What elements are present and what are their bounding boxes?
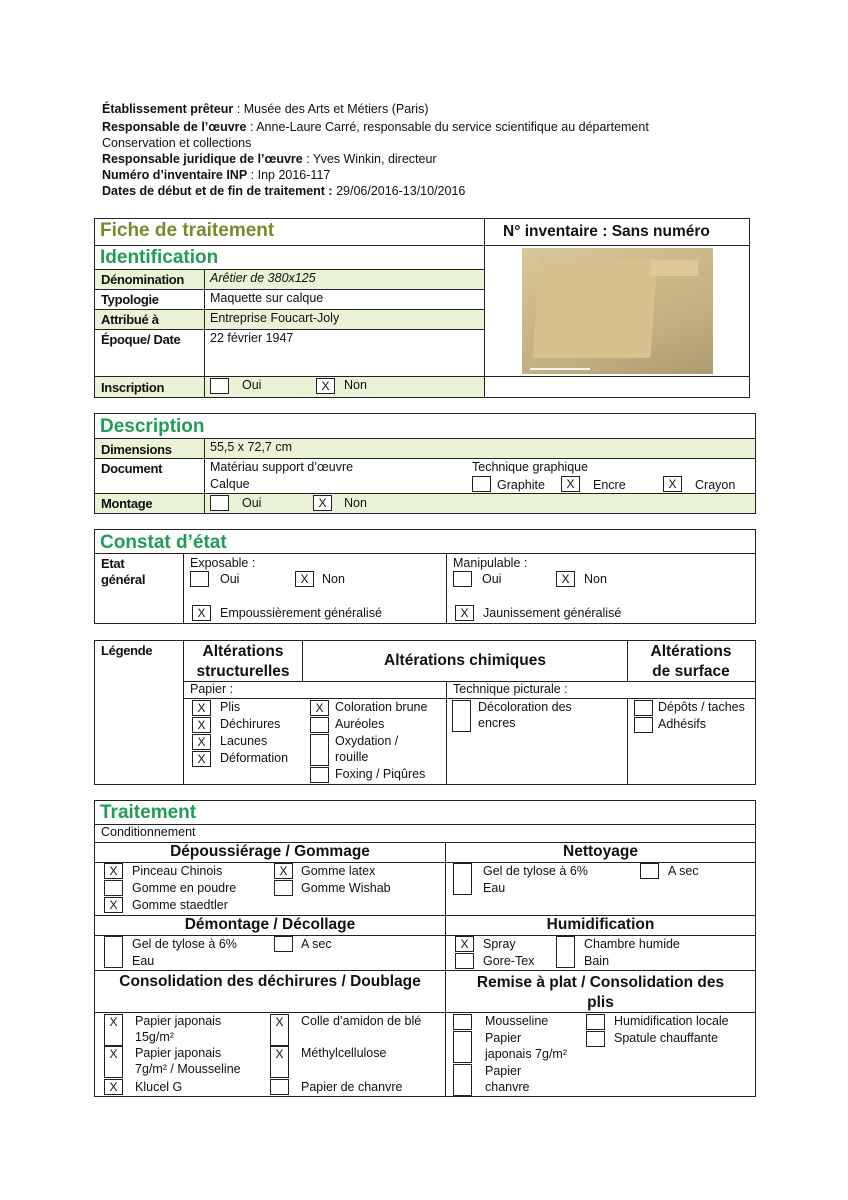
humidification-header: Humidification bbox=[546, 916, 655, 933]
divider bbox=[94, 289, 484, 290]
alterations-structurelles-header bbox=[184, 642, 302, 682]
montage-non-checkbox[interactable]: X bbox=[313, 495, 332, 511]
etat-label: Etat bbox=[101, 556, 125, 571]
typologie-value: Maquette sur calque bbox=[210, 291, 324, 305]
divider bbox=[446, 681, 447, 785]
gomme-wishab-label: Gomme Wishab bbox=[301, 881, 391, 895]
nettoyage-asec-checkbox[interactable] bbox=[640, 863, 659, 879]
aureoles-label: Auréoles bbox=[335, 717, 385, 731]
demontage-asec-label: A sec bbox=[301, 937, 332, 951]
struct-line-1: Altérations bbox=[202, 643, 284, 660]
alterations-surface-header bbox=[628, 642, 754, 682]
plis-checkbox[interactable]: X bbox=[192, 700, 211, 716]
attribue-value: Entreprise Foucart-Joly bbox=[210, 311, 340, 325]
inscription-oui-checkbox[interactable] bbox=[210, 378, 229, 394]
responsible-line-2: Conservation et collections bbox=[102, 136, 252, 150]
decoloration-label-2: encres bbox=[478, 716, 516, 730]
divider bbox=[627, 698, 628, 785]
inp-line: Numéro d’inventaire INP : Inp 2016-117 bbox=[102, 168, 331, 182]
coloration-checkbox[interactable]: X bbox=[310, 700, 329, 716]
epoque-value: 22 février 1947 bbox=[210, 331, 294, 345]
methyl-checkbox[interactable]: X bbox=[270, 1046, 289, 1078]
exposable-non-label: Non bbox=[322, 572, 345, 586]
chambre-checkbox[interactable] bbox=[556, 936, 575, 968]
spray-checkbox[interactable]: X bbox=[455, 936, 474, 952]
manipulable-non-label: Non bbox=[584, 572, 607, 586]
decoloration-label-1: Décoloration des bbox=[478, 700, 572, 714]
gomme-latex-label: Gomme latex bbox=[301, 864, 376, 878]
plis-label: Plis bbox=[220, 700, 241, 714]
general-label: général bbox=[101, 572, 146, 587]
inscription-oui-label: Oui bbox=[242, 378, 262, 392]
gomme-poudre-label: Gomme en poudre bbox=[132, 881, 237, 895]
manipulable-non-checkbox[interactable]: X bbox=[556, 571, 575, 587]
crayon-checkbox[interactable]: X bbox=[663, 476, 682, 492]
remise-line-1: Remise à plat / Consolidation des bbox=[476, 974, 725, 991]
denomination-value: Arêtier de 380x125 bbox=[210, 271, 316, 285]
lender-line: Établissement prêteur : Musée des Arts et Métiers (Paris) bbox=[102, 102, 429, 116]
humid-locale-checkbox[interactable] bbox=[586, 1014, 605, 1030]
remise-papier-jap-label-1: Papier bbox=[485, 1031, 522, 1045]
denomination-label: Dénomination bbox=[101, 272, 185, 287]
papier-jap-15-checkbox[interactable]: X bbox=[104, 1014, 123, 1046]
spatule-checkbox[interactable] bbox=[586, 1031, 605, 1047]
deformation-checkbox[interactable]: X bbox=[192, 751, 211, 767]
adhesifs-checkbox[interactable] bbox=[634, 717, 653, 733]
papier-jap-15-label-1: Papier japonais bbox=[135, 1014, 222, 1028]
deformation-label: Déformation bbox=[220, 751, 289, 765]
crayon-label: Crayon bbox=[695, 478, 736, 492]
gomme-staedtler-label: Gomme staedtler bbox=[132, 898, 228, 912]
oxydation-checkbox[interactable] bbox=[310, 734, 329, 766]
montage-oui-checkbox[interactable] bbox=[210, 495, 229, 511]
remise-papier-chanvre-label-1: Papier bbox=[485, 1064, 522, 1078]
legende-label: Légende bbox=[101, 643, 153, 658]
manipulable-label: Manipulable : bbox=[453, 556, 528, 570]
divider bbox=[204, 269, 205, 398]
support-label: Matériau support d’œuvre bbox=[210, 460, 354, 474]
spatule-label: Spatule chauffante bbox=[614, 1031, 719, 1045]
photo-scale bbox=[530, 368, 590, 370]
dates-line: Dates de début et de fin de traitement : 29/06/2016-13/10/2016 bbox=[102, 184, 466, 198]
depots-label: Dépôts / taches bbox=[658, 700, 745, 714]
conditionnement-label: Conditionnement bbox=[101, 825, 196, 839]
decoloration-checkbox[interactable] bbox=[452, 700, 471, 732]
montage-label: Montage bbox=[101, 496, 153, 511]
spray-label: Spray bbox=[483, 937, 516, 951]
exposable-oui-label: Oui bbox=[220, 572, 240, 586]
methyl-label: Méthylcellulose bbox=[301, 1046, 387, 1060]
oxydation-label: Oxydation / bbox=[335, 734, 399, 748]
traitement-title: Traitement bbox=[100, 802, 197, 823]
papier-jap-7-checkbox[interactable]: X bbox=[104, 1046, 123, 1078]
row-shade bbox=[95, 494, 755, 513]
remise-papier-jap-label-2: japonais 7g/m² bbox=[485, 1047, 567, 1061]
empoussierement-label: Empoussièrement généralisé bbox=[220, 606, 382, 620]
nettoyage-eau-label: Eau bbox=[483, 881, 506, 895]
surface-line-2: de surface bbox=[652, 663, 730, 680]
klucel-label: Klucel G bbox=[135, 1080, 183, 1094]
chanvre-checkbox[interactable] bbox=[270, 1079, 289, 1095]
inscription-non-label: Non bbox=[344, 378, 367, 392]
papier-label: Papier : bbox=[190, 682, 234, 696]
photo-paper bbox=[533, 258, 658, 358]
legal-line: Responsable juridique de l’œuvre : Yves Winkin, directeur bbox=[102, 152, 437, 166]
manipulable-oui-label: Oui bbox=[482, 572, 502, 586]
dimensions-value: 55,5 x 72,7 cm bbox=[210, 440, 292, 454]
struct-line-2: structurelles bbox=[196, 663, 290, 680]
remise-papier-jap-checkbox[interactable] bbox=[453, 1031, 472, 1063]
attribue-label: Attribué à bbox=[101, 312, 159, 327]
constat-title: Constat d’état bbox=[100, 532, 227, 553]
identification-title: Identification bbox=[100, 247, 219, 268]
technique-picturale-label: Technique picturale : bbox=[453, 682, 568, 696]
pinceau-label: Pinceau Chinois bbox=[132, 864, 223, 878]
aureoles-checkbox[interactable] bbox=[310, 717, 329, 733]
encre-checkbox[interactable]: X bbox=[561, 476, 580, 492]
divider bbox=[204, 438, 205, 514]
chanvre-label: Papier de chanvre bbox=[301, 1080, 403, 1094]
photo-tab bbox=[650, 260, 698, 276]
dechirures-label: Déchirures bbox=[220, 717, 281, 731]
lacunes-checkbox[interactable]: X bbox=[192, 734, 211, 750]
jaunissement-label: Jaunissement généralisé bbox=[483, 606, 622, 620]
colle-amidon-label: Colle d’amidon de blé bbox=[301, 1014, 422, 1028]
graphite-label: Graphite bbox=[497, 478, 545, 492]
encre-label: Encre bbox=[593, 478, 626, 492]
nettoyage-asec-label: A sec bbox=[668, 864, 699, 878]
foxing-label: Foxing / Piqûres bbox=[335, 767, 426, 781]
description-title: Description bbox=[100, 416, 205, 437]
divider bbox=[94, 935, 756, 936]
klucel-checkbox[interactable]: X bbox=[104, 1079, 123, 1095]
remise-header bbox=[446, 973, 755, 1013]
divider bbox=[94, 329, 484, 330]
divider bbox=[94, 458, 756, 459]
remise-line-2: plis bbox=[587, 994, 614, 1011]
gomme-latex-checkbox[interactable]: X bbox=[274, 863, 293, 879]
inscription-label: Inscription bbox=[101, 380, 165, 395]
papier-jap-7-label-2: 7g/m² / Mousseline bbox=[135, 1062, 241, 1076]
divider bbox=[94, 1012, 756, 1013]
fiche-title: Fiche de traitement bbox=[100, 220, 275, 241]
humid-locale-label: Humidification locale bbox=[614, 1014, 729, 1028]
divider bbox=[94, 376, 750, 377]
surface-line-1: Altérations bbox=[650, 643, 732, 660]
divider bbox=[94, 553, 756, 554]
technique-label: Technique graphique bbox=[472, 460, 589, 474]
gomme-wishab-checkbox[interactable] bbox=[274, 880, 293, 896]
mousseline-checkbox[interactable] bbox=[453, 1014, 472, 1030]
graphite-checkbox[interactable] bbox=[472, 476, 491, 492]
montage-oui-label: Oui bbox=[242, 496, 262, 510]
support-value: Calque bbox=[210, 477, 250, 491]
artwork-photo bbox=[522, 248, 713, 374]
mousseline-label: Mousseline bbox=[485, 1014, 549, 1028]
colle-amidon-checkbox[interactable]: X bbox=[270, 1014, 289, 1046]
rouille-label: rouille bbox=[335, 750, 369, 764]
inscription-non-checkbox[interactable]: X bbox=[316, 378, 335, 394]
exposable-oui-checkbox[interactable] bbox=[190, 571, 209, 587]
nettoyage-header: Nettoyage bbox=[563, 843, 638, 860]
montage-non-label: Non bbox=[344, 496, 367, 510]
manipulable-oui-checkbox[interactable] bbox=[453, 571, 472, 587]
foxing-checkbox[interactable] bbox=[310, 767, 329, 783]
alterations-chimiques-header: Altérations chimiques bbox=[384, 652, 546, 669]
gomme-staedtler-checkbox[interactable]: X bbox=[104, 897, 123, 913]
divider bbox=[94, 245, 750, 246]
demontage-asec-checkbox[interactable] bbox=[274, 936, 293, 952]
nettoyage-gel-checkbox[interactable] bbox=[453, 863, 472, 895]
typologie-label: Typologie bbox=[101, 292, 159, 307]
gore-tex-label: Gore-Tex bbox=[483, 954, 535, 968]
divider bbox=[183, 698, 756, 699]
dechirures-checkbox[interactable]: X bbox=[192, 717, 211, 733]
demontage-gel-label: Gel de tylose à 6% bbox=[132, 937, 237, 951]
bain-label: Bain bbox=[584, 954, 610, 968]
demontage-gel-checkbox[interactable] bbox=[104, 936, 123, 968]
demontage-eau-label: Eau bbox=[132, 954, 155, 968]
empoussierement-checkbox[interactable]: X bbox=[192, 605, 211, 621]
divider bbox=[183, 553, 184, 624]
dimensions-label: Dimensions bbox=[101, 442, 172, 457]
pinceau-checkbox[interactable]: X bbox=[104, 863, 123, 879]
remise-papier-chanvre-checkbox[interactable] bbox=[453, 1064, 472, 1096]
responsible-line: Responsable de l’œuvre : Anne-Laure Carré, responsable du service scientifique au département bbox=[102, 120, 649, 134]
document-label: Document bbox=[101, 461, 163, 476]
lacunes-label: Lacunes bbox=[220, 734, 268, 748]
gore-tex-checkbox[interactable] bbox=[455, 953, 474, 969]
papier-jap-15-label-2: 15g/m² bbox=[135, 1030, 174, 1044]
divider bbox=[446, 553, 447, 624]
gomme-poudre-checkbox[interactable] bbox=[104, 880, 123, 896]
exposable-non-checkbox[interactable]: X bbox=[295, 571, 314, 587]
divider bbox=[94, 309, 484, 310]
coloration-label: Coloration brune bbox=[335, 700, 428, 714]
depoussierage-header: Dépoussiérage / Gommage bbox=[170, 843, 370, 860]
jaunissement-checkbox[interactable]: X bbox=[455, 605, 474, 621]
row-shade bbox=[95, 439, 755, 458]
divider bbox=[94, 493, 756, 494]
chambre-label: Chambre humide bbox=[584, 937, 680, 951]
demontage-header: Démontage / Décollage bbox=[184, 916, 356, 933]
divider bbox=[94, 970, 756, 971]
adhesifs-label: Adhésifs bbox=[658, 717, 706, 731]
depots-checkbox[interactable] bbox=[634, 700, 653, 716]
papier-jap-7-label-1: Papier japonais bbox=[135, 1046, 222, 1060]
remise-papier-chanvre-label-2: chanvre bbox=[485, 1080, 530, 1094]
nettoyage-gel-label: Gel de tylose à 6% bbox=[483, 864, 588, 878]
exposable-label: Exposable : bbox=[190, 556, 256, 570]
epoque-label: Époque/ Date bbox=[101, 332, 181, 347]
consolidation-header: Consolidation des déchirures / Doublage bbox=[119, 973, 421, 990]
inventory-number: N° inventaire : Sans numéro bbox=[503, 223, 710, 240]
